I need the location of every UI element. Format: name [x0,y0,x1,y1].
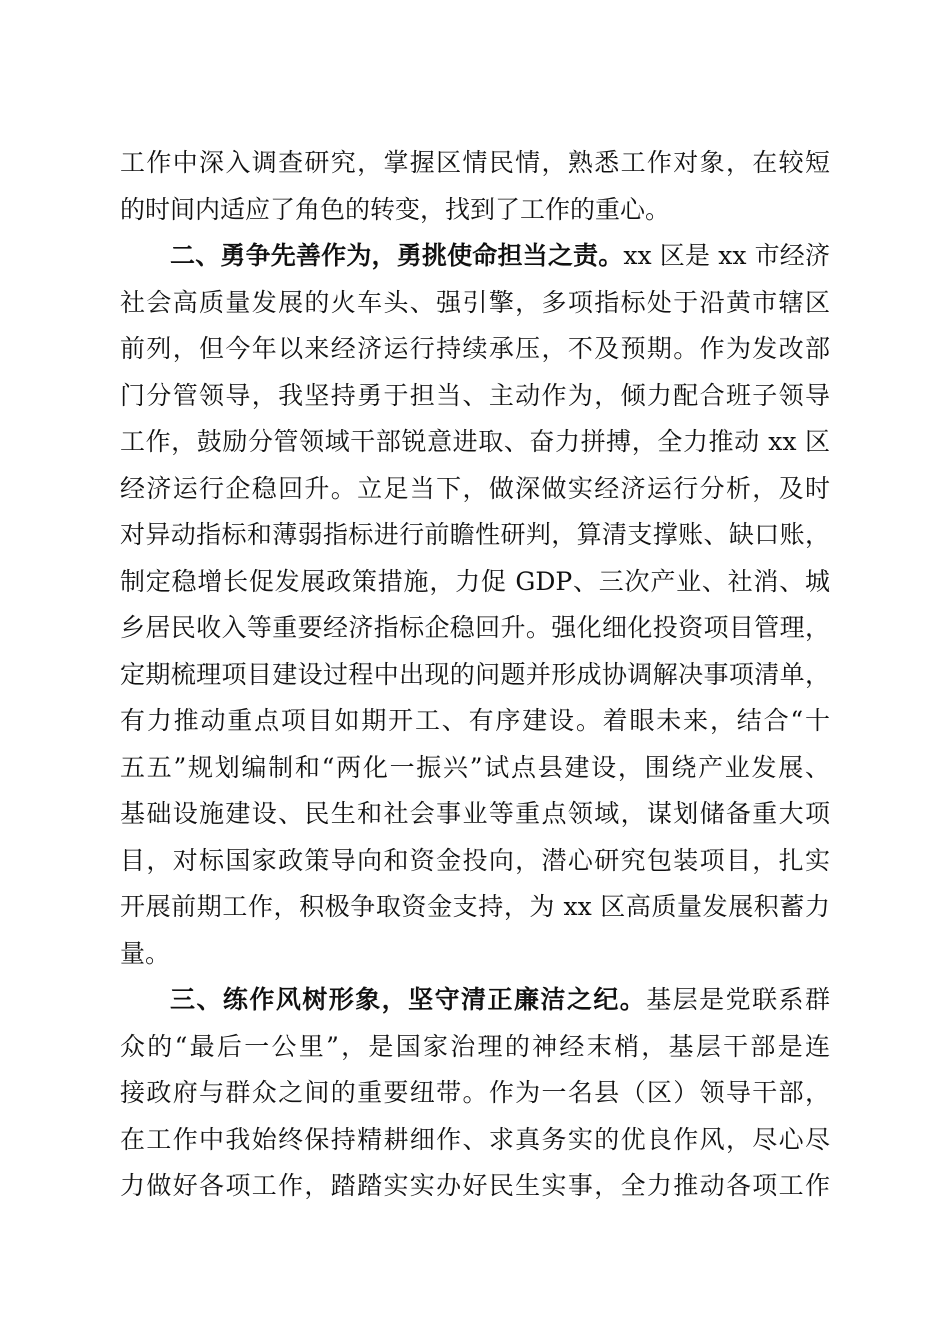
p2-line: 开展前期工作，积极争取资金支持，为 xx 区高质量发展积蓄力 [120,892,830,921]
p2-line: 五五”规划编制和“两化一振兴”试点县建设，围绕产业发展、 [120,752,830,782]
p2-line: 门分管领导，我坚持勇于担当、主动作为，倾力配合班子领导 [120,380,830,410]
p1-line-2: 的时间内适应了角色的转变，找到了工作的重心。 [120,194,671,224]
section-heading-2: 二、勇争先善作为，勇挑使命担当之责。 [170,241,624,270]
p2-line-1-rest: xx 区是 xx 市经济 [623,241,830,270]
p2-line: 定期梳理项目建设过程中出现的问题并形成协调解决事项清单， [120,659,830,689]
p2-line: 制定稳增长促发展政策措施，力促 GDP、三次产业、社消、城 [120,566,830,596]
p3-line: 在工作中我始终保持精耕细作、求真务实的优良作风，尽心尽 [120,1124,830,1154]
p2-line: 有力推动重点项目如期开工、有序建设。着眼未来，结合“十 [120,706,830,735]
p2-line: 乡居民收入等重要经济指标企稳回升。强化细化投资项目管理， [120,613,830,642]
p2-line: 前列，但今年以来经济运行持续承压，不及预期。作为发改部 [120,334,830,363]
document-body [120,140,830,1210]
p3-line: 接政府与群众之间的重要纽带。作为一名县（区）领导干部， [120,1078,830,1107]
p2-line: 目，对标国家政策导向和资金投向，潜心研究包装项目，扎实 [120,845,830,875]
p2-line: 社会高质量发展的火车头、强引擎，多项指标处于沿黄市辖区 [120,287,830,317]
p3-line-1-rest: 基层是党联系群 [646,985,830,1014]
p3-line-1 [120,977,830,1024]
p2-line: 基础设施建设、民生和社会事业等重点领域，谋划储备重大项 [120,799,830,828]
p1-line-1: 工作中深入调查研究，掌握区情民情，熟悉工作对象，在较短 [120,148,830,177]
p2-line: 对异动指标和薄弱指标进行前瞻性研判，算清支撑账、缺口账， [120,520,830,549]
p3-line: 众的“最后一公里”，是国家治理的神经末梢，基层干部是连 [120,1031,830,1061]
p2-line: 工作，鼓励分管领域干部锐意进取、奋力拼搏，全力推动 xx 区 [120,427,830,456]
p2-line: 经济运行企稳回升。立足当下，做深做实经济运行分析，及时 [120,473,830,503]
p2-line-1 [120,233,830,280]
p3-line: 力做好各项工作，踏踏实实办好民生实事，全力推动各项工作 [120,1171,830,1200]
p2-line-last: 量。 [120,938,171,968]
section-heading-3: 三、练作风树形象，坚守清正廉洁之纪。 [170,985,647,1014]
